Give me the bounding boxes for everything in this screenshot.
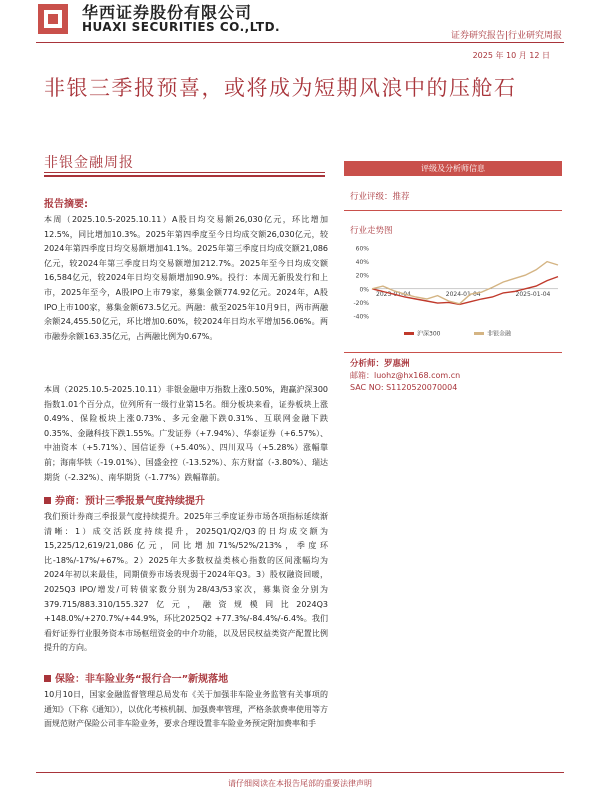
legend-swatch xyxy=(474,332,484,335)
section-text-insurance: 10月10日，国家金融监督管理总局发布《关于加强非车险业务监管有关事项的通知》（下称《通知》），以优化考核机制、加强费率管理，严格条款费率使用等方面规范财产保险公司非车险业务，要求合理设置非车险业务预定附加费率和手 xyxy=(44,690,328,729)
huaxi-logo-icon xyxy=(36,0,76,36)
y-tick-label: 20% xyxy=(355,272,369,280)
section-heading-brokers: 券商：预计三季报景气度持续提升 xyxy=(44,492,334,507)
analyst-name: 分析师：罗惠洲 xyxy=(350,359,410,369)
report-subtitle: 非银金融周报 xyxy=(44,155,134,171)
y-tick-label: -40% xyxy=(353,313,369,321)
section-heading-insurance: 保险：非车险业务“报行合一”新规落地 xyxy=(44,670,334,685)
y-tick-label: 0% xyxy=(359,286,369,294)
trend-chart-title: 行业走势图 xyxy=(350,226,393,236)
legend-swatch xyxy=(404,332,414,335)
y-tick-label: -20% xyxy=(353,299,369,307)
report-date: 2025 年 10 月 12 日 xyxy=(472,51,550,60)
report-title: 非银三季报预喜，或将成为短期风浪中的压舱石 xyxy=(44,76,517,100)
rating-panel-title: 评级及分析师信息 xyxy=(344,161,562,176)
subtitle-rule-thick xyxy=(44,175,325,177)
legend-label: 沪深300 xyxy=(417,330,441,338)
report-header xyxy=(0,0,600,46)
footer-divider xyxy=(36,772,564,773)
y-tick-label: 60% xyxy=(355,245,369,253)
industry-rating: 行业评级：推荐 xyxy=(350,192,410,202)
report-type: 证券研究报告|行业研究周报 xyxy=(450,31,562,41)
subtitle-rule xyxy=(44,172,325,173)
analyst-sac-number: SAC NO: S1120520070004 xyxy=(350,383,458,392)
section-text-brokers: 我们预计券商三季报景气度持续提升。2025年三季度证券市场各项指标延续渐清晰：1）成交活跃度持续提升，2025Q1/Q2/Q3的日均成交额为15,225/12,619/21,086亿元，同比增加71%/52%/213%，季度环比-18%/-17%/+67%。2）2025年大多数权益类核心指数的区间涨幅均为2024年初以来最佳，同期债券市场表现弱于2024年Q3。3）股权融资回暖，2025Q3 IPO/增发/可转债家数分别为28/43/53家次，募集资金分别为379.715/883.310/155.327亿元，融资规模同比2024Q3 +148.0%/+270.7%/+44.9%，环比2025Q2 +77.3%/-84.4%/-6.4%。我们看好证券行业服务资本市场枢纽资金的中介功能，以及居民权益类资产配置比例提升的方向。 xyxy=(44,512,328,653)
x-tick-label: 2023-01-04 xyxy=(376,290,411,298)
summary-paragraph-1: 本周（2025.10.5-2025.10.11）A股日均交易额26,030亿元，环比增加12.5%，同比增加10.3%。2025年第四季度至今日均成交额26,030亿元，较2024年第四季度日均交易额增加41.1%。2025年第三季度日均成交额21,086亿元，较2024年第三季度日均交易额增加212.7%。2025年至今日均成交额16,584亿元，较2024年日均交易额增加90.9%。投行：本周无新股发行和上市，2025年至今，A股IPO上市79家，募集金额774.92亿元。2024年，A股IPO上市100家，募集金额673.5亿元。两融：截至2025年10月9日，两市两融余额24,455.50亿元，环比增加0.60%，较2024年日均水平增加56.06%。两市融券余额163.35亿元，占两融比例为0.67%。 xyxy=(44,215,328,341)
square-bullet-icon xyxy=(44,497,51,504)
x-tick-label: 2024-01-04 xyxy=(445,290,481,298)
analyst-email: 邮箱：luohz@hx168.com.cn xyxy=(350,371,461,380)
summary-paragraph-2: 本周（2025.10.5-2025.10.11）非银金融申万指数上涨0.50%，跑赢沪深300指数1.01个百分点，位列所有一级行业第15名。细分板块来看，证券板块上涨0.49%、保险板块上涨0.73%、多元金融下跌0.31%、互联网金融下跌0.35%、金融科技下跌1.55%。广发证券（+7.94%）、华泰证券（+6.57%）、中油资本（+5.71%）、国信证券（+5.40%）、四川双马（+5.28%）涨幅靠前；海南华铁（-19.01%）、国盛金控（-13.52%）、东方财富（-3.80%）、瑞达期货（-2.32%）、南华期货（-1.77%）跌幅靠前。 xyxy=(44,385,328,482)
square-bullet-icon xyxy=(44,675,51,682)
company-name-cn: 华西证券股份有限公司 xyxy=(82,3,253,22)
y-tick-label: 40% xyxy=(355,259,369,267)
legend-label: 非银金融 xyxy=(487,330,512,338)
x-tick-label: 2025-01-04 xyxy=(515,290,551,298)
summary-heading: 报告摘要: xyxy=(44,199,88,210)
analyst-divider xyxy=(344,352,562,353)
header-divider xyxy=(36,42,564,43)
company-name-en: HUAXI SECURITIES CO.,LTD. xyxy=(82,20,281,34)
rating-divider xyxy=(344,210,562,211)
footer-disclaimer: 请仔细阅读在本报告尾部的重要法律声明 xyxy=(228,779,372,788)
industry-trend-chart xyxy=(344,240,562,350)
